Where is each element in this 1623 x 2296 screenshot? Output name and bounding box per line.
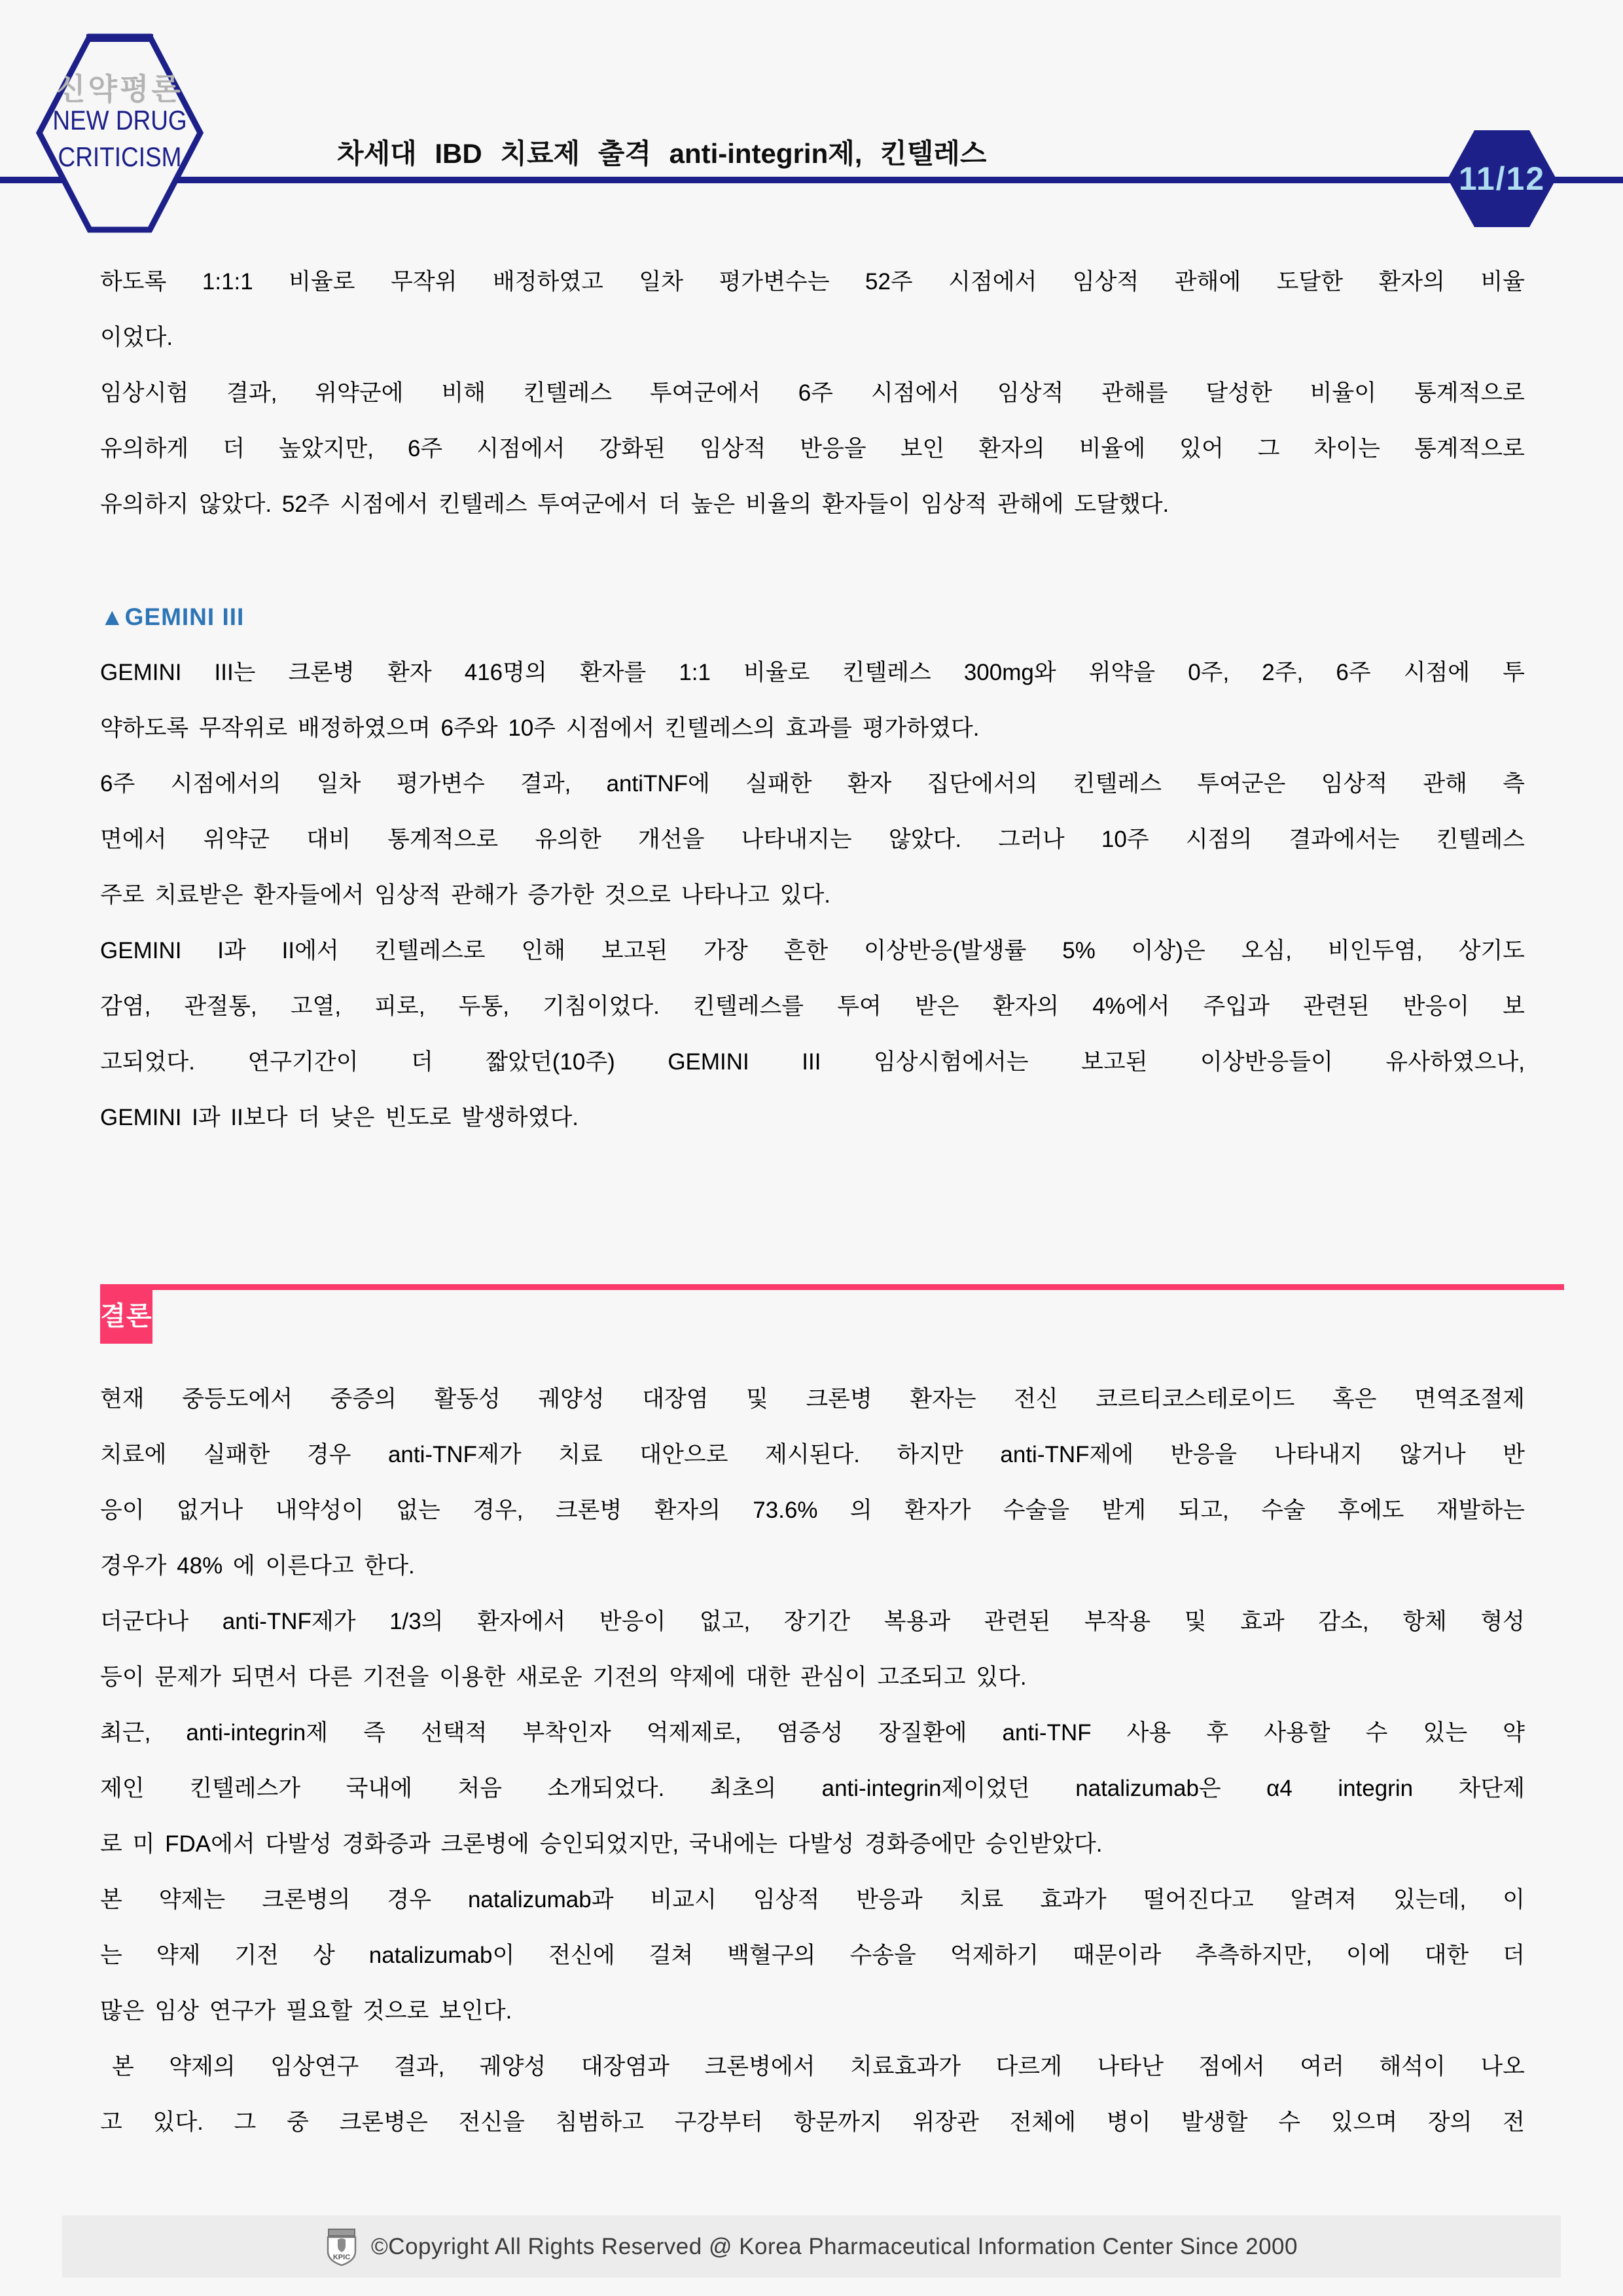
footer	[62, 2215, 1561, 2278]
conclusion-divider	[152, 1284, 1564, 1290]
text-line: 등이 문제가 되면서 다른 기전을 이용한 새로운 기전의 약제에 대한 관심이 고조되고 있다.	[100, 1664, 1027, 1690]
text-line: 면에서 위약군 대비 통계적으로 유의한 개선을 나타내지는 않았다. 그러나 10주 시점의 결과에서는 킨텔레스	[100, 827, 1525, 852]
text-line: 고 있다. 그 중 크론병은 전신을 침범하고 구강부터 항문까지 위장관 전체에 병이 발생할 수 있으며 장의 전	[100, 2109, 1525, 2135]
text-line: 응이 없거나 내약성이 없는 경우, 크론병 환자의 73.6% 의 환자가 수술을 받게 되고, 수술 후에도 재발하는	[100, 1498, 1525, 1523]
document-body	[100, 254, 1525, 2150]
text-line: 감염, 관절통, 고열, 피로, 두통, 기침이었다. 킨텔레스를 투여 받은 환자의 4%에서 주입과 관련된 반응이 보	[100, 994, 1525, 1019]
new-drug-criticism-logo	[34, 31, 205, 236]
text-line: 더군다나 anti-TNF제가 1/3의 환자에서 반응이 없고, 장기간 복용과 관련된 부작용 및 효과 감소, 항체 형성	[100, 1609, 1525, 1634]
logo-title-korean: 신약평론	[56, 72, 183, 106]
text-line: 임상시험 결과, 위약군에 비해 킨텔레스 투여군에서 6주 시점에서 임상적 관해를 달성한 비율이 통계적으로	[100, 380, 1525, 406]
text-line: 로 미 FDA에서 다발성 경화증과 크론병에 승인되었지만, 국내에는 다발성 경화증에만 승인받았다.	[100, 1831, 1103, 1857]
conclusion-section-header	[100, 1284, 1525, 1344]
text-line: GEMINI I과 II보다 더 낮은 빈도로 발생하였다.	[100, 1105, 579, 1130]
text-line: 하도록 1:1:1 비율로 무작위 배정하였고 일차 평가변수는 52주 시점에서 임상적 관해에 도달한 환자의 비율	[100, 269, 1525, 295]
text-line: 유의하지 않았다. 52주 시점에서 킨텔레스 투여군에서 더 높은 비율의 환자들이 임상적 관해에 도달했다.	[100, 492, 1169, 517]
text-line: 6주 시점에서의 일차 평가변수 결과, antiTNF에 실패한 환자 집단에서의 킨텔레스 투여군은 임상적 관해 측	[100, 771, 1525, 797]
text-line: 이었다.	[100, 325, 173, 350]
spacer	[100, 532, 1525, 589]
text-line: 본 약제는 크론병의 경우 natalizumab과 비교시 임상적 반응과 치료 효과가 떨어진다고 알려져 있는데, 이	[100, 1887, 1525, 1912]
logo-title-english-2: CRITICISM	[58, 141, 182, 172]
logo-title-english-1: NEW DRUG	[52, 105, 187, 135]
kpic-logo-text: KPIC	[332, 2253, 351, 2261]
page-number-badge	[1448, 130, 1556, 227]
copyright-text: ©Copyright All Rights Reserved @ Korea Pharmaceutical Information Center Since 2000	[371, 2233, 1298, 2259]
spacer	[100, 1145, 1525, 1284]
text-line: 는 약제 기전 상 natalizumab이 전신에 걸쳐 백혈구의 수송을 억제하기 때문이라 추측하지만, 이에 대한 더	[100, 1943, 1525, 1968]
text-line: 많은 임상 연구가 필요할 것으로 보인다.	[100, 1998, 512, 2024]
text-line: 주로 치료받은 환자들에서 임상적 관해가 증가한 것으로 나타나고 있다.	[100, 882, 831, 908]
section-heading-gemini-3: ▲GEMINI III	[100, 603, 245, 630]
text-line: 약하도록 무작위로 배정하였으며 6주와 10주 시점에서 킨텔레스의 효과를 평가하였다.	[100, 715, 980, 741]
text-line: 현재 중등도에서 중증의 활동성 궤양성 대장염 및 크론병 환자는 전신 코르티코스테로이드 혹은 면역조절제	[100, 1386, 1525, 1412]
header-divider	[0, 177, 1623, 183]
text-line: 본 약제의 임상연구 결과, 궤양성 대장염과 크론병에서 치료효과가 다르게 나타난 점에서 여러 해석이 나오	[112, 2054, 1525, 2079]
text-line: 치료에 실패한 경우 anti-TNF제가 치료 대안으로 제시된다. 하지만 anti-TNF제에 반응을 나타내지 않거나 반	[100, 1442, 1525, 1467]
spacer	[100, 1344, 1525, 1371]
text-line: 유의하게 더 높았지만, 6주 시점에서 강화된 임상적 반응을 보인 환자의 비율에 있어 그 차이는 통계적으로	[100, 436, 1525, 461]
page-title: 차세대 IBD 치료제 출격 anti-integrin제, 킨텔레스	[337, 138, 987, 169]
conclusion-label: 결론	[100, 1284, 152, 1344]
kpic-logo-icon	[325, 2228, 358, 2266]
text-line: 최근, anti-integrin제 즉 선택적 부착인자 억제제로, 염증성 장질환에 anti-TNF 사용 후 사용할 수 있는 약	[100, 1720, 1525, 1746]
text-line: 제인 킨텔레스가 국내에 처음 소개되었다. 최초의 anti-integrin제이었던 natalizumab은 α4 integrin 차단제	[100, 1776, 1525, 1801]
text-line: 경우가 48% 에 이른다고 한다.	[100, 1553, 415, 1579]
text-line: 고되었다. 연구기간이 더 짧았던(10주) GEMINI III 임상시험에서는 보고된 이상반응들이 유사하였으나,	[100, 1049, 1525, 1075]
page-number: 11/12	[1458, 160, 1546, 197]
text-line: GEMINI I과 II에서 킨텔레스로 인해 보고된 가장 흔한 이상반응(발생률 5% 이상)은 오심, 비인두염, 상기도	[100, 938, 1525, 963]
text-line: GEMINI III는 크론병 환자 416명의 환자를 1:1 비율로 킨텔레스 300mg와 위약을 0주, 2주, 6주 시점에 투	[100, 660, 1525, 685]
